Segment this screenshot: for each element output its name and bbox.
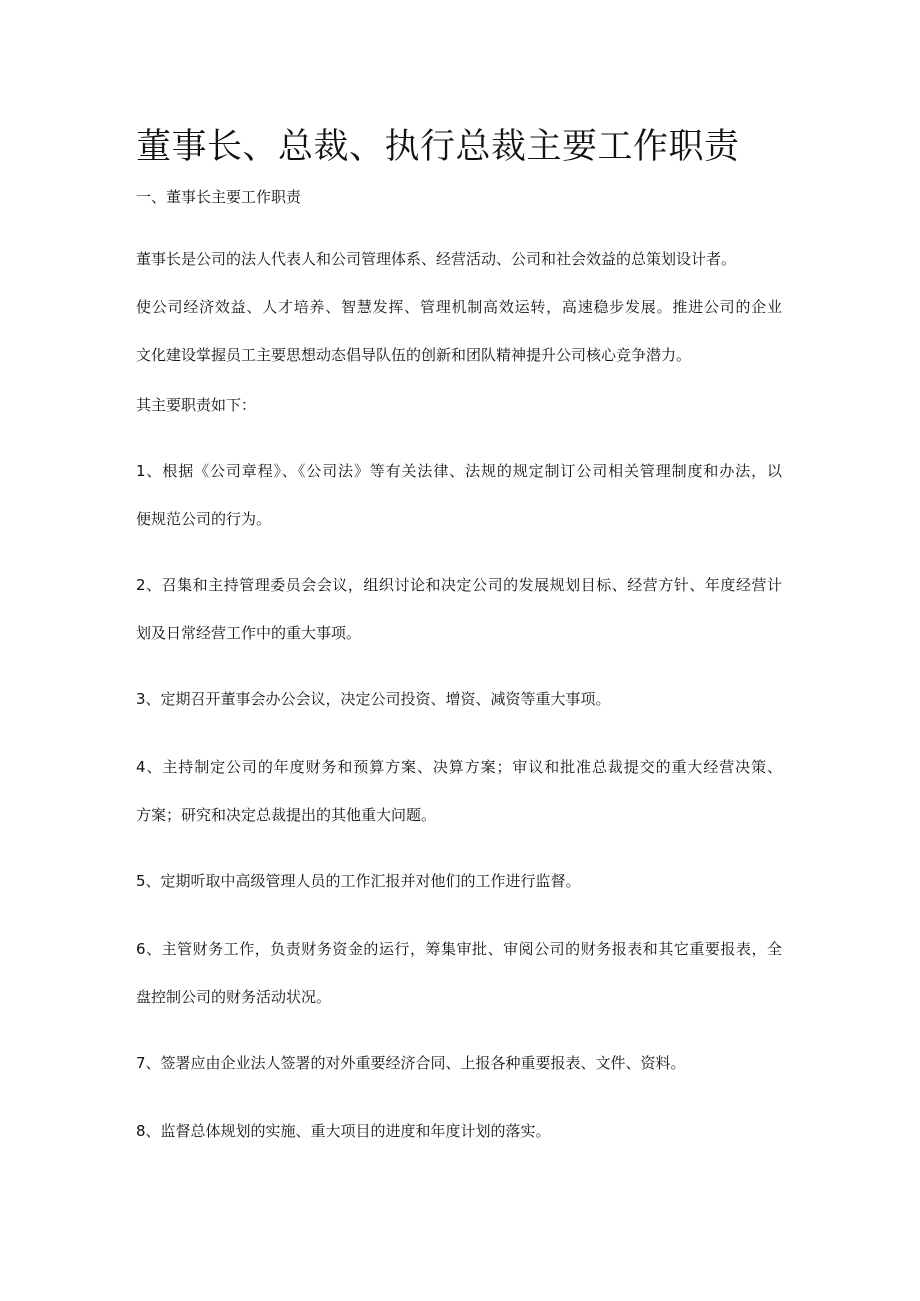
duty-4-line-2: 方案；研究和决定总裁提出的其他重大问题。 [136, 806, 437, 824]
duty-6-line-2: 盘控制公司的财务活动状况。 [136, 988, 332, 1006]
duty-1-line-1: 1、根据《公司章程》、《公司法》等有关法律、法规的规定制订公司相关管理制度和办法，以 [136, 462, 782, 480]
duties-lead: 其主要职责如下： [136, 396, 257, 414]
duty-2-line-2: 划及日常经营工作中的重大事项。 [136, 624, 362, 642]
duty-5-line-1: 5、定期听取中高级管理人员的工作汇报并对他们的工作进行监督。 [136, 872, 581, 890]
duty-2-line-1: 2、召集和主持管理委员会会议，组织讨论和决定公司的发展规划目标、经营方针、年度经营计 [136, 576, 782, 594]
document-title: 董事长、总裁、执行总裁主要工作职责 [136, 127, 740, 167]
intro-line-1: 董事长是公司的法人代表人和公司管理体系、经营活动、公司和社会效益的总策划设计者。 [136, 250, 737, 268]
intro-line-3: 文化建设掌握员工主要思想动态倡导队伍的创新和团队精神提升公司核心竞争潜力。 [136, 346, 692, 364]
duty-1-line-2: 便规范公司的行为。 [136, 510, 272, 528]
intro-line-2: 使公司经济效益、人才培养、智慧发挥、管理机制高效运转，高速稳步发展。推进公司的企业 [136, 298, 782, 316]
duty-8-line-1: 8、监督总体规划的实施、重大项目的进度和年度计划的落实。 [136, 1122, 551, 1140]
duty-7-line-1: 7、签署应由企业法人签署的对外重要经济合同、上报各种重要报表、文件、资料。 [136, 1054, 686, 1072]
duty-3-line-1: 3、定期召开董事会办公会议，决定公司投资、增资、减资等重大事项。 [136, 690, 611, 708]
duty-6-line-1: 6、主管财务工作，负责财务资金的运行，筹集审批、审阅公司的财务报表和其它重要报表，全 [136, 940, 782, 958]
duty-4-line-1: 4、主持制定公司的年度财务和预算方案、决算方案；审议和批准总裁提交的重大经营决策、 [136, 758, 782, 776]
section-heading: 一、董事长主要工作职责 [136, 188, 302, 206]
